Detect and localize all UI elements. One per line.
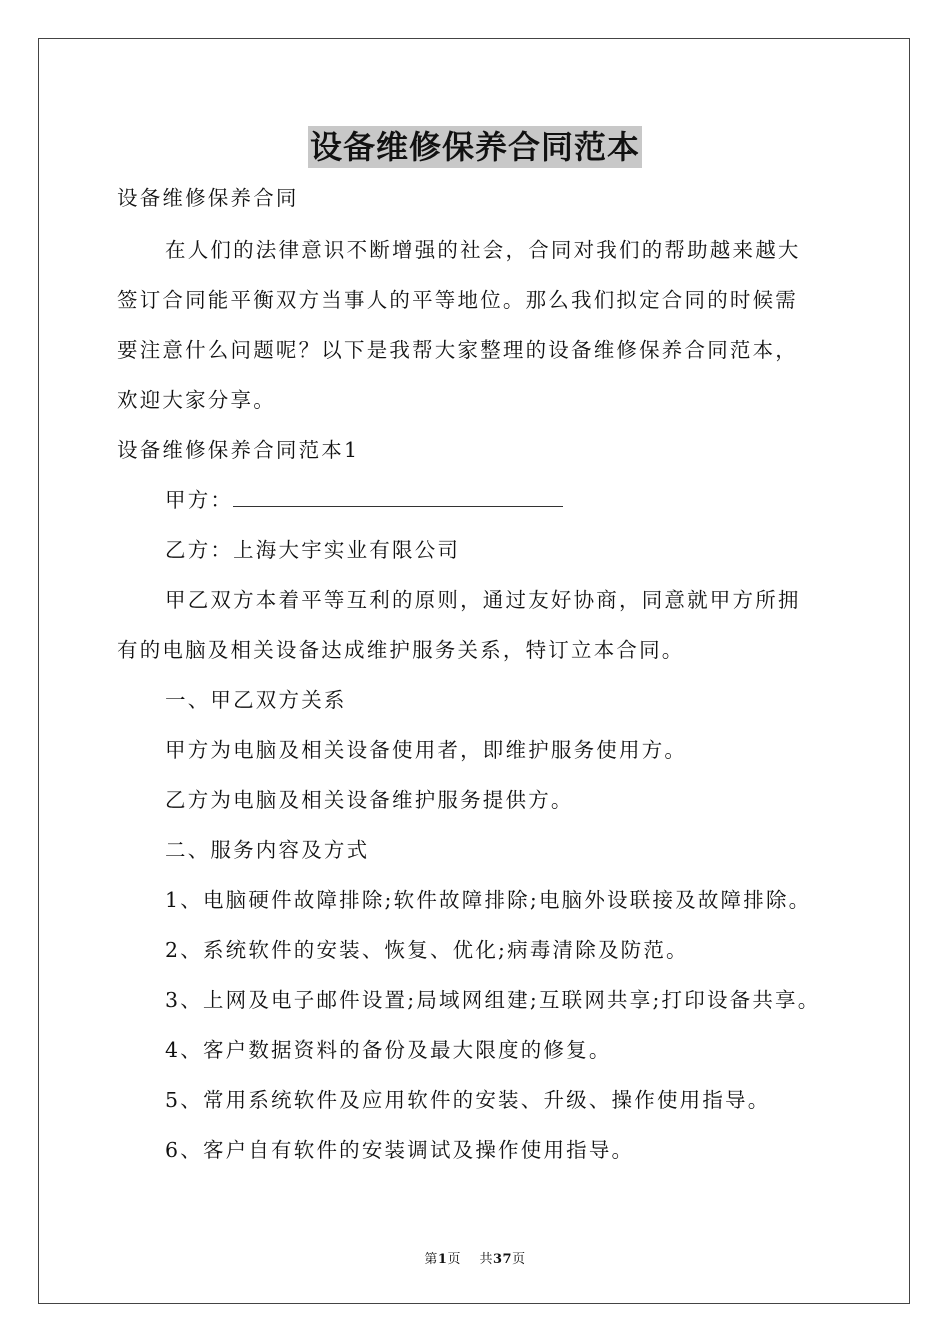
page-prefix: 第	[424, 1252, 438, 1267]
service-item: 4、客户数据资料的备份及最大限度的修复。	[165, 1038, 612, 1062]
page-border	[38, 38, 910, 1304]
service-item: 3、上网及电子邮件设置;局域网组建;互联网共享;打印设备共享。	[165, 988, 821, 1012]
page-current: 1	[437, 1252, 448, 1267]
service-item: 1、电脑硬件故障排除;软件故障排除;电脑外设联接及故障排除。	[165, 888, 812, 912]
preamble-line: 甲乙双方本着平等互利的原则，通过友好协商，同意就甲方所拥	[165, 588, 801, 612]
service-item: 6、客户自有软件的安装调试及操作使用指导。	[165, 1138, 635, 1162]
page-footer	[0, 1248, 950, 1267]
clause-line: 甲方为电脑及相关设备使用者，即维护服务使用方。	[165, 738, 688, 762]
service-item: 2、系统软件的安装、恢复、优化;病毒清除及防范。	[165, 938, 689, 962]
party-b-line: 乙方：上海大宇实业有限公司	[165, 538, 461, 562]
page-total: 37	[493, 1252, 513, 1267]
title-container	[0, 126, 950, 168]
page-suffix: 页	[447, 1252, 461, 1267]
party-a-label: 甲方：	[165, 488, 234, 512]
clause-heading: 二、服务内容及方式	[165, 838, 370, 862]
total-suffix: 页	[512, 1252, 526, 1267]
intro-line: 要注意什么问题呢？以下是我帮大家整理的设备维修保养合同范本，	[117, 338, 798, 362]
document-subtitle: 设备维修保养合同	[117, 186, 299, 210]
section-heading: 设备维修保养合同范本1	[117, 438, 360, 462]
party-a-blank[interactable]	[233, 488, 563, 507]
clause-line: 乙方为电脑及相关设备维护服务提供方。	[165, 788, 574, 812]
clause-heading: 一、甲乙双方关系	[165, 688, 347, 712]
preamble-line: 有的电脑及相关设备达成维护服务关系，特订立本合同。	[117, 638, 685, 662]
total-prefix: 共	[479, 1252, 493, 1267]
intro-line: 签订合同能平衡双方当事人的平等地位。那么我们拟定合同的时候需	[117, 288, 798, 312]
party-a-line	[165, 486, 563, 514]
service-item: 5、常用系统软件及应用软件的安装、升级、操作使用指导。	[165, 1088, 771, 1112]
intro-line: 欢迎大家分享。	[117, 388, 276, 412]
document-title: 设备维修保养合同范本	[309, 128, 640, 166]
intro-line: 在人们的法律意识不断增强的社会，合同对我们的帮助越来越大	[165, 238, 801, 262]
